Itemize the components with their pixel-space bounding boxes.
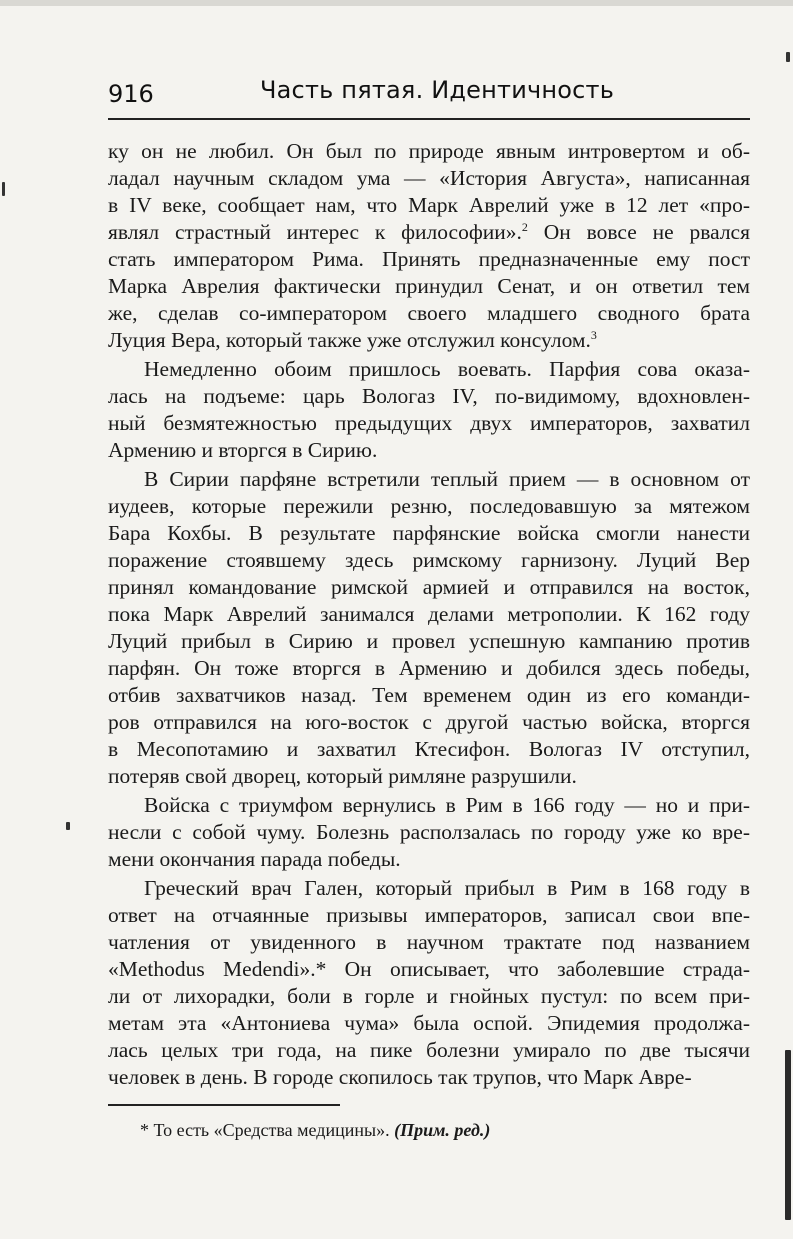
running-title: Часть пятая. Идентичность [260,76,615,104]
text-line: В Сирии парфяне встретили теплый прием — в основном от [144,467,750,491]
text-line: поражение стоявшему здесь римскому гарнизону. Луций Вер [108,548,750,572]
scan-mark [2,182,5,196]
text-line: Немедленно обоим пришлось воевать. Парфия сова оказа- [144,357,750,381]
header-rule [108,118,750,120]
paragraph [108,138,750,354]
text-line: Греческий врач Гален, который прибыл в Рим в 168 году в [144,876,750,900]
text-line: стать императором Рима. Принять предназначенные ему пост [108,247,750,271]
text-line: ров отправился на юго-восток с другой частью войска, вторгся [108,710,750,734]
text-line: лась на подъеме: царь Вологаз IV, по-видимому, вдохновлен- [108,384,750,408]
text-line: метам эта «Антониева чума» была оспой. Эпидемия продолжа- [108,1011,750,1035]
text-line: Марка Аврелия фактически принудил Сенат, и он ответил тем [108,274,750,298]
text-line: ладал научным складом ума — «История Августа», написанная [108,166,750,190]
text-line: человек в день. В городе скопилось так трупов, что Марк Авре- [108,1065,692,1089]
page-edge [0,0,793,6]
scan-mark [66,822,70,830]
scan-mark [786,52,790,62]
text-line: Луция Вера, который также уже отслужил консулом.$^3$ [108,327,597,352]
paragraph [108,466,750,790]
page-number: 916 [108,80,154,108]
text-line: пока Марк Аврелий занимался делами метрополии. К 162 году [108,602,750,626]
footnote-editor-note: (Прим. ред.) [394,1120,491,1140]
paragraph [108,792,750,873]
text-line: Бара Кохбы. В результате парфянские войска смогли нанести [108,521,750,545]
paragraph [108,875,750,1091]
text-line: принял командование римской армией и отправился на восток, [108,575,750,599]
text-line: Войска с триумфом вернулись в Рим в 166 году — но и при- [144,793,750,817]
text-line: Армению и вторгся в Сирию. [108,438,378,462]
text-line: отбив захватчиков назад. Тем временем один из его команди- [108,683,750,707]
text-line: «Methodus Medendi».* Он описывает, что заболевшие страда- [108,957,750,981]
text-line: ку он не любил. Он был по природе явным интровертом и об- [108,139,750,163]
page-header [108,74,748,114]
text-line: иудеев, которые пережили резню, последовавшую за мятежом [108,494,750,518]
text-line: мени окончания парада победы. [108,847,401,871]
text-line: чатления от увиденного в научном трактате под названием [108,930,750,954]
text-line: же, сделав со-императором своего младшего сводного брата [108,301,750,325]
text-line: ный безмятежностью предыдущих двух императоров, захватил [108,411,750,435]
text-line: потеряв свой дворец, который римляне разрушили. [108,764,577,788]
body-text [108,138,750,1093]
text-line: в Месопотамию и захватил Ктесифон. Вологаз IV отступил, [108,737,750,761]
text-line: в IV веке, сообщает нам, что Марк Аврелий уже в 12 лет «про- [108,193,750,217]
text-line: Луций прибыл в Сирию и провел успешную кампанию против [108,629,750,653]
paragraph [108,356,750,464]
text-line: несли с собой чуму. Болезнь расползалась по городу уже ко вре- [108,820,750,844]
scan-mark [785,1050,791,1220]
text-line: лась целых три года, на пике болезни умирало по две тысячи [108,1038,750,1062]
text-line: ответ на отчаянные призывы императоров, записал свои впе- [108,903,750,927]
footnote-rule [108,1104,340,1106]
footnote [140,1120,490,1141]
text-line: парфян. Он тоже вторгся в Армению и добился здесь победы, [108,656,750,680]
footnote-text: * То есть «Средства медицины». [140,1120,390,1140]
text-line: являл страстный интерес к философии».$^2$ Он вовсе не рвался [108,219,750,244]
text-line: ли от лихорадки, боли в горле и гнойных пустул: по всем при- [108,984,750,1008]
